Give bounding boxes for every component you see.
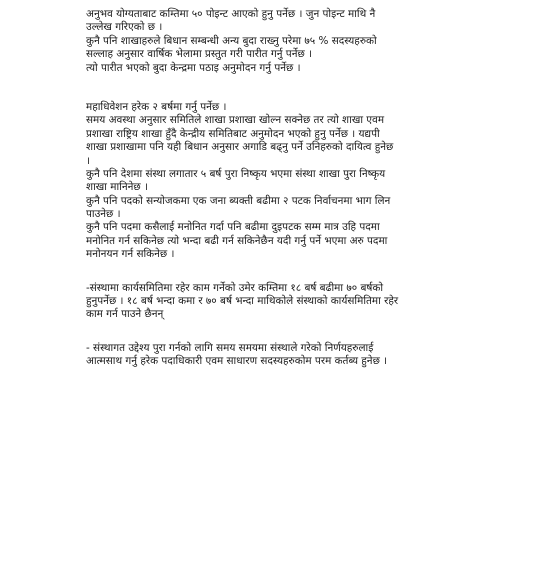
text-line: कुनै पनि देशमा संस्था लगातार ५ बर्ष पुरा निष्कृय भएमा संस्था शाखा पुरा निष्कृय: [86, 167, 386, 180]
paragraph-spacer: [86, 75, 466, 101]
text-line: मनोनित गर्न सकिनेछ त्यो भन्दा बढी गर्न सकिनेछैन यदी गर्नु पर्ने भएमा अरु पदमा: [86, 234, 388, 247]
text-line: अनुभव योग्यताबाट कम्तिमा ५० पोइन्ट आएको हुनु पर्नेछ । जुन पोइन्ट माथि नै: [86, 8, 376, 20]
text-line: काम गर्न पाउने छैनन्: [86, 308, 164, 321]
text-line: आत्मसाथ गर्नु हरेक पदाधिकारी एवम साधारण सदस्यहरुकोम परम कर्तब्य हुनेछ ।: [86, 355, 388, 368]
text-line: ।: [86, 154, 90, 167]
text-line: कुनै पनि शाखाहरुले बिधान सम्बन्धी अन्य बुदा राख्नु परेमा ७५ % सदस्यहरुको: [86, 34, 377, 47]
paragraph-committee-age: [86, 282, 466, 322]
text-line: शाखा प्रशाखामा पनि यही बिधान अनुसार अगाडि बढ्नु पर्ने उनिहरुको दायित्व हुनेछ: [86, 141, 394, 154]
text-line: कुनै पनि पदमा कसैलाई मनोनित गर्दा पनि बढीमा दुइपटक सम्म मात्र उहि पदमा: [86, 221, 380, 234]
text-line: कुनै पनि पदको सन्योजकमा एक जना ब्यक्ती बढीमा २ पटक निर्वाचनमा भाग लिन: [86, 194, 391, 207]
text-line: मनोनयन गर्न सकिनेछ ।: [86, 248, 175, 261]
text-line: हुनुपर्नेछ । १८ बर्ष भन्दा कमा र ७० बर्ष भन्दा माथिकोले संस्थाको कार्यसमितिमा रहेर: [86, 295, 399, 308]
text-line: शाखा मानिनेछ ।: [86, 181, 148, 194]
paragraph-spacer: [86, 262, 466, 282]
text-line: महाधिवेशन हरेक २ बर्षमा गर्नु पर्नेछ ।: [86, 100, 227, 113]
text-line: त्यो पारीत भएको बुदा केन्द्रमा पठाइ अनुमोदन गर्नु पर्नेछ ।: [86, 61, 301, 74]
text-line: उल्लेख गरिएको छ ।: [86, 21, 163, 34]
paragraph-general-convention: [86, 101, 466, 262]
paragraph-eligibility: [86, 8, 466, 75]
paragraph-duty: [86, 342, 466, 369]
text-line: समय अवस्था अनुसार समितिले शाखा प्रशाखा खोल्न सक्नेछ तर त्यो शाखा एवम: [86, 114, 385, 127]
text-line: -संस्थामा कार्यसमितिमा रहेर काम गर्नेको उमेर कम्तिमा १८ बर्ष बढीमा ७० बर्षको: [86, 281, 384, 294]
text-line: सल्लाह अनुसार वार्षिक भेलामा प्रस्तुत गरी पारीत गर्नु पर्नेछ ।: [86, 48, 313, 61]
text-line: पाउनेछ ।: [86, 208, 121, 221]
text-line: - संस्थागत उद्देश्य पुरा गर्नको लागि समय समयमा संस्थाले गरेको निर्णयहरुलाई: [86, 341, 374, 354]
text-line: प्रशाखा राष्ट्रिय शाखा हुँदै केन्द्रीय समितिबाट अनुमोदन भएको हुनु पर्नेछ । यद्यपी: [86, 127, 380, 140]
paragraph-spacer: [86, 322, 466, 342]
document-body: [86, 8, 466, 369]
